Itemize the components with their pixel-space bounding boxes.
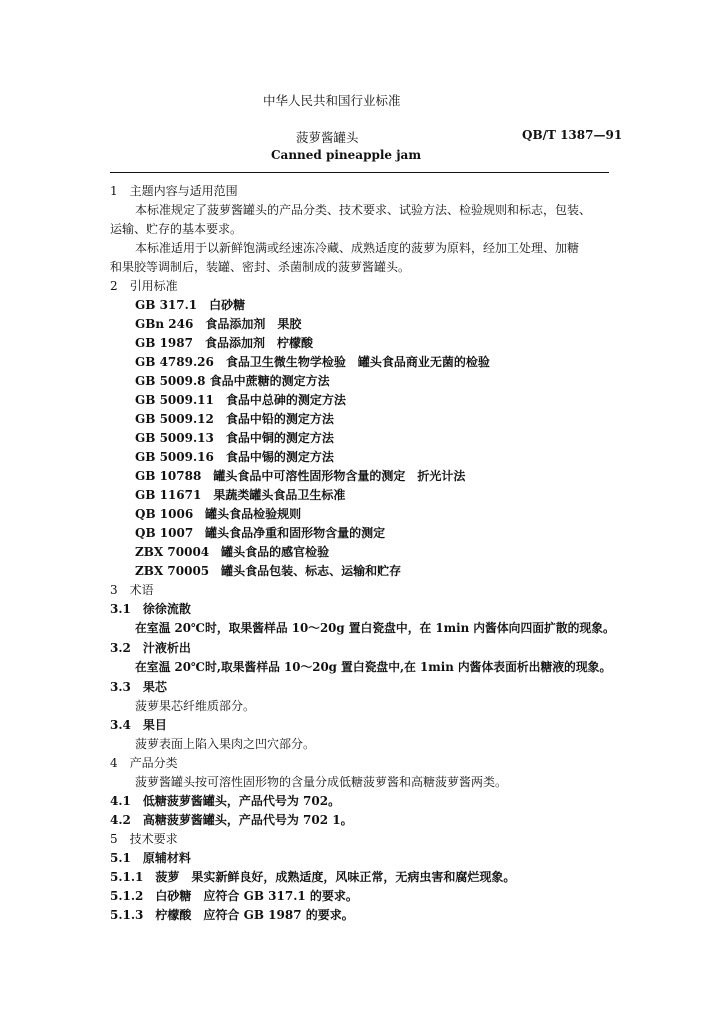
subsection-heading: 3.3 果芯 <box>110 680 167 694</box>
body-paragraph-line: 和果胶等调制后，装罐、密封、杀菌制成的菠萝酱罐头。 <box>110 260 411 274</box>
section-heading: 5 技术要求 <box>110 832 178 846</box>
body-paragraph-line: 菠萝果芯纤维质部分。 <box>135 699 256 713</box>
subsection-heading: 5.1.2 白砂糖 应符合 GB 317.1 的要求。 <box>110 889 358 903</box>
body-paragraph-line: 本标准规定了菠萝酱罐头的产品分类、技术要求、试验方法、检验规则和标志，包装、 <box>135 203 592 217</box>
reference-item: ZBX 70005 罐头食品包装、标志、运输和贮存 <box>135 564 402 578</box>
reference-item: QB 1007 罐头食品净重和固形物含量的测定 <box>135 526 386 540</box>
reference-item: GB 5009.8 食品中蔗糖的测定方法 <box>135 374 330 388</box>
reference-item: GB 5009.11 食品中总砷的测定方法 <box>135 393 346 407</box>
body-paragraph-line: 在室温 20℃时，取果酱样品 10～20g 置白瓷盘中，在 1min 内酱体向四面扩散的现象。 <box>135 621 615 635</box>
body-paragraph-line: 在室温 20℃时,取果酱样品 10～20g 置白瓷盘中,在 1min 内酱体表面析出糖液的现象。 <box>135 660 612 674</box>
subsection-heading: 3.1 徐徐流散 <box>110 602 191 616</box>
subsection-heading: 3.2 汁液析出 <box>110 641 191 655</box>
reference-item: GB 10788 罐头食品中可溶性固形物含量的测定 折光计法 <box>135 469 466 483</box>
issuing-body: 中华人民共和国行业标准 <box>263 93 401 108</box>
subsection-heading: 4.1 低糖菠萝酱罐头，产品代号为 702。 <box>110 794 341 808</box>
reference-item: QB 1006 罐头食品检验规则 <box>135 507 302 521</box>
section-heading: 1 主题内容与适用范围 <box>110 184 238 198</box>
body-paragraph-line: 菠萝表面上陷入果肉之凹穴部分。 <box>135 737 316 751</box>
standard-title-cn: 菠萝酱罐头 <box>296 130 359 145</box>
reference-item: GB 11671 果蔬类罐头食品卫生标准 <box>135 488 346 502</box>
standard-title-en: Canned pineapple jam <box>271 148 422 162</box>
reference-item: GB 317.1 白砂糖 <box>135 298 246 312</box>
subsection-heading: 4.2 高糖菠萝酱罐头，产品代号为 702 1。 <box>110 813 353 827</box>
reference-item: ZBX 70004 罐头食品的感官检验 <box>135 545 330 559</box>
section-heading: 2 引用标准 <box>110 279 178 293</box>
reference-item: GB 4789.26 食品卫生微生物学检验 罐头食品商业无菌的检验 <box>135 355 490 369</box>
reference-item: GBn 246 食品添加剂 果胶 <box>135 317 302 331</box>
body-paragraph-line: 运输、贮存的基本要求。 <box>110 222 243 236</box>
reference-item: GB 5009.13 食品中铜的测定方法 <box>135 431 334 445</box>
reference-item: GB 5009.12 食品中铅的测定方法 <box>135 412 334 426</box>
subsection-heading: 5.1.1 菠萝 果实新鲜良好，成熟适度，风味正常，无病虫害和腐烂现象。 <box>110 870 516 884</box>
subsection-heading: 3.4 果目 <box>110 718 167 732</box>
section-heading: 4 产品分类 <box>110 756 178 770</box>
standard-number: QB/T 1387—91 <box>522 128 623 142</box>
body-paragraph-line: 本标准适用于以新鲜饱满或经速冻冷藏、成熟适度的菠萝为原料，经加工处理、加糖 <box>135 241 580 255</box>
subsection-heading: 5.1.3 柠檬酸 应符合 GB 1987 的要求。 <box>110 908 354 922</box>
reference-item: GB 5009.16 食品中锡的测定方法 <box>135 450 334 464</box>
section-heading: 3 术语 <box>110 583 154 597</box>
body-paragraph-line: 菠萝酱罐头按可溶性固形物的含量分成低糖菠萝酱和高糖菠萝酱两类。 <box>135 775 508 789</box>
header-divider <box>110 172 609 173</box>
subsection-heading: 5.1 原辅材料 <box>110 851 191 865</box>
reference-item: GB 1987 食品添加剂 柠檬酸 <box>135 336 313 350</box>
